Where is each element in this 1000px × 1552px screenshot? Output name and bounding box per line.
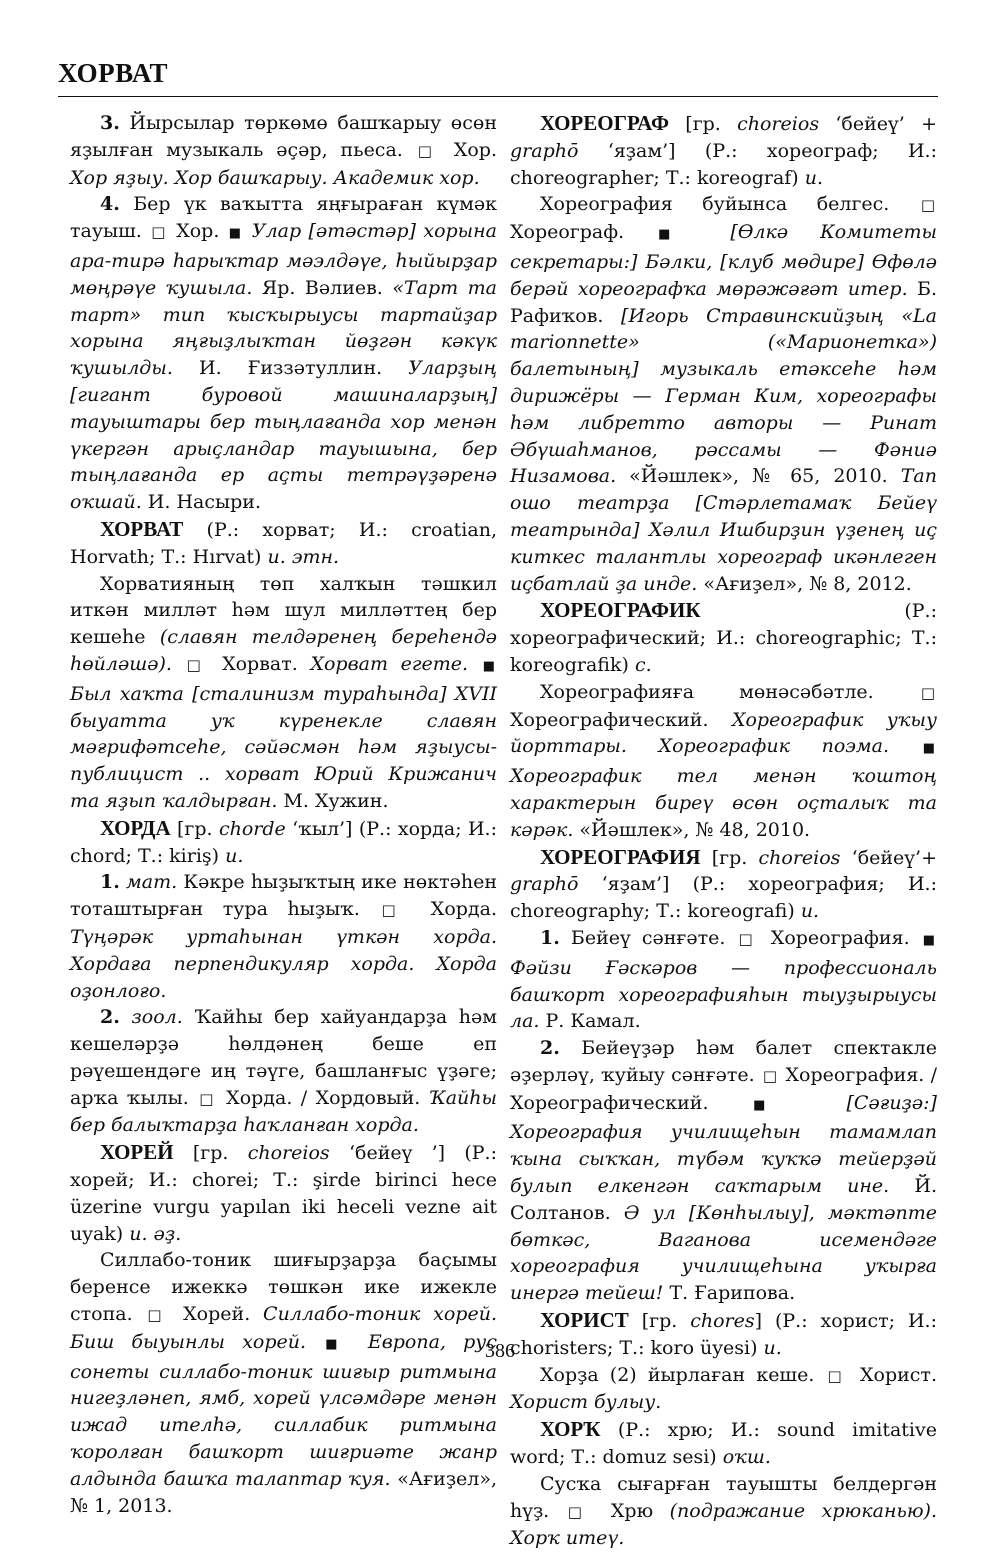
entry-paragraph bbox=[510, 925, 937, 1035]
sense-number: 3. bbox=[100, 112, 120, 134]
text-run: И. Насыри. bbox=[141, 491, 261, 514]
text-run: Хорҙа (2) йырлаған кеше. bbox=[540, 1363, 826, 1386]
entry-paragraph bbox=[70, 869, 497, 1004]
headword: ХОРИСТ bbox=[540, 1308, 629, 1333]
entry-paragraph bbox=[70, 815, 497, 870]
text-run: Хорватияның төп халҡын тәшкил иткән милләт һәм шул милләттең бер кешеһе bbox=[70, 572, 497, 649]
italic-text-run: (подражание хрюканью). Хорҡ итеү. bbox=[510, 1499, 937, 1550]
italic-text-run: choreios bbox=[758, 846, 841, 869]
filled-square-icon: ■ bbox=[753, 1097, 802, 1113]
open-square-icon: □ bbox=[827, 1366, 847, 1385]
italic-text-run: choreios bbox=[247, 1142, 330, 1165]
text-run: Бер үк ваҡытта яңғыраған күмәк тауыш. bbox=[70, 193, 497, 243]
italic-text-run: [Игорь Стравинскийҙың «La marionnette» («Марионетка») балетының] музыкаль етәксеһе һәм дирижёры — Герман Ким, хореографы һәм либретто авторы — Ринат Әбүшаһманов, рәссамы — Фәниә Низамова. bbox=[510, 304, 937, 488]
open-square-icon: □ bbox=[151, 223, 167, 242]
italic-text-run: Ә ул [Көнһылыу], мәктәпте бөткәс, Ваганова исемендәге хореография училищеһына уҡырға инергә тейеш! bbox=[510, 1201, 937, 1305]
italic-text-run: [Сәғиҙә:] Хореография училищеһын тамамлап ҡына сыҡҡан, түбәм ҡуҡҡә тейерҙәй булып елкенгән саҡтарым ине. bbox=[510, 1091, 937, 1198]
text-run: Хорист. bbox=[848, 1363, 937, 1386]
text-run: «Йәшлек», № 48, 2010. bbox=[573, 818, 811, 841]
italic-text-run: Түңәрәк уртаһынан үткән хорда. Хордаға перпендикуляр хорда. Хорда оҙонлоғо. bbox=[70, 925, 497, 1002]
text-run: И. Ғиззәтуллин. bbox=[172, 357, 409, 380]
text-run: М. Хужин. bbox=[277, 789, 389, 812]
text-run: Йырсылар төркөмө башҡарыу өсөн яҙылған музыкаль әҫәр, пьеса. bbox=[70, 112, 497, 161]
entry-paragraph bbox=[510, 110, 937, 191]
entry-paragraph bbox=[510, 1416, 937, 1471]
italic-text-run: с. bbox=[634, 653, 652, 676]
headword: ХОРЕОГРАФИК bbox=[540, 598, 701, 623]
italic-text-run: [Өлкә Комитеты секретары:] Бәлки, [клуб мөдире] Өфөлә берәй хореографҡа мөрәжәғәт итер. bbox=[510, 221, 937, 300]
italic-text-run: и. bbox=[225, 844, 244, 867]
open-square-icon: □ bbox=[920, 683, 935, 702]
text-run: Хореографияға мөнәсәбәтле. bbox=[540, 680, 919, 703]
open-square-icon: □ bbox=[762, 1066, 778, 1085]
text-run: Хорда. bbox=[411, 898, 498, 921]
italic-text-run: Хорист булыу. bbox=[510, 1391, 662, 1414]
entry-paragraph bbox=[510, 1362, 937, 1417]
text-run: [гр. bbox=[700, 846, 759, 869]
open-square-icon: □ bbox=[567, 1502, 593, 1521]
text-run: (Р.: хрю; И.: sound imitative word; Т.: domuz sesi) bbox=[510, 1419, 937, 1469]
text-run: ‘бейеү’+ bbox=[840, 846, 937, 869]
page-number: 386 bbox=[485, 1340, 515, 1362]
italic-text-run: Ҡайһы бер балыҡтарҙа һаҡланған хорда. bbox=[70, 1086, 497, 1137]
text-run: Бейеүҙәр һәм балет спектакле әҙерләү, ҡуйыу сәнғәте. bbox=[510, 1037, 937, 1086]
text-run: Т. Ғарипова. bbox=[663, 1282, 796, 1305]
italic-text-run: и. әҙ. bbox=[129, 1222, 182, 1245]
sense-number: 2. bbox=[100, 1006, 120, 1029]
text-run: «Ағиҙел», № 1, 2013. bbox=[70, 1467, 497, 1517]
open-square-icon: □ bbox=[738, 929, 758, 948]
filled-square-icon: ■ bbox=[325, 1336, 349, 1352]
page-header-title: ХОРВАТ bbox=[58, 58, 169, 88]
entry-paragraph bbox=[510, 191, 937, 597]
filled-square-icon: ■ bbox=[658, 227, 697, 243]
filled-square-icon: ■ bbox=[482, 658, 495, 674]
italic-text-run: Хор яҙыу. Хор башҡарыу. Академик хор. bbox=[70, 166, 480, 189]
text-run: Яр. Вәлиев. bbox=[252, 276, 393, 299]
filled-square-icon: ■ bbox=[922, 741, 936, 757]
text-run: (Р.: хорват; И.: croatian, Horvath; Т.: Hırvat) bbox=[70, 518, 497, 568]
italic-text-run: Был хаҡта [сталинизм тураһында] XVII быуатта уҡ күренекле славян мәғрифәтсеһе, сәйәсмән һәм яҙыусы-публицист .. хорват Юрий Крижанич та яҙып ҡалдырған. bbox=[70, 682, 497, 812]
text-run: ‘бейеү’ + bbox=[819, 113, 937, 135]
italic-text-run: и. bbox=[800, 900, 820, 923]
text-run: Б. Рафиҡов. bbox=[510, 277, 938, 327]
italic-text-run: и. bbox=[763, 1336, 782, 1359]
text-run: Хор. bbox=[440, 138, 497, 161]
open-square-icon: □ bbox=[920, 196, 935, 215]
italic-text-run: Улар [әтәстәр] хорына ара-тирә һарыҡтар мәэлдәүе, һыйырҙар мөңрәүе ҡушыла. bbox=[70, 220, 497, 299]
entry-paragraph bbox=[70, 1139, 497, 1247]
text-run: [гр. bbox=[173, 1142, 248, 1165]
italic-text-run: chores bbox=[690, 1310, 755, 1333]
italic-text-run: Хореографик уҡыу йорттары. Хореографик поэма. bbox=[510, 708, 937, 758]
headword: ХОРВАТ bbox=[100, 516, 184, 541]
text-run: ] (Р.: хорист; И.: choristers; Т.: koro üyesi) bbox=[510, 1310, 938, 1359]
sense-number: 2. bbox=[540, 1037, 560, 1060]
text-run: Хор. bbox=[168, 220, 227, 243]
entry-paragraph bbox=[510, 597, 937, 678]
headword: ХОРЕОГРАФИЯ bbox=[540, 844, 701, 869]
text-run bbox=[468, 653, 481, 675]
text-run: Хрю bbox=[594, 1499, 670, 1522]
text-run bbox=[172, 653, 185, 675]
entry-paragraph bbox=[70, 571, 497, 815]
entry-paragraph bbox=[510, 844, 937, 925]
open-square-icon: □ bbox=[417, 141, 439, 160]
text-run: [гр. bbox=[668, 113, 738, 135]
text-run: Хореография буйынса белгес. bbox=[540, 193, 919, 216]
italic-text-run: мат. bbox=[126, 871, 178, 894]
italic-text-run: graphō bbox=[510, 139, 579, 162]
sense-number: 1. bbox=[540, 926, 560, 949]
italic-text-run: graphō bbox=[510, 873, 579, 896]
entry-paragraph bbox=[70, 1247, 497, 1519]
entry-paragraph bbox=[510, 679, 937, 844]
text-run: Р. Камал. bbox=[539, 1010, 641, 1033]
text-run: Силлабо-тоник шиғырҙарҙа баҫымы беренсе ижеккә төшкән ике ижекле стопа. bbox=[70, 1249, 497, 1326]
italic-text-run: оҡш. bbox=[722, 1446, 771, 1469]
text-run: (Р.: хореографический; И.: choreographic; Т.: koreografik) bbox=[510, 600, 937, 676]
open-square-icon: □ bbox=[381, 901, 410, 920]
open-square-icon: □ bbox=[199, 1089, 216, 1108]
open-square-icon: □ bbox=[186, 655, 208, 674]
text-run: Хореография. bbox=[759, 926, 921, 949]
text-run: Ҡайһы бер хайуандарҙа һәм кешеләрҙә һөлдәнең беше еп рәүешендәге иң тәүге, башланғыс үҙәге; арҡа ҡылы. bbox=[70, 1006, 497, 1109]
left-column bbox=[70, 110, 497, 1519]
italic-text-run: Уларҙың [гигант буровой машиналарҙың] тауыштары бер тыңлағанда хор менән үкергән арыҫландар тауышына, бер тыңлағанда ер аҫты тетрәүҙәренә оҡшай. bbox=[70, 357, 497, 514]
italic-text-run: и. этн. bbox=[267, 545, 340, 568]
italic-text-run: Фәйзи Ғәскәров — профессиональ башҡорт хореографияһын тыуҙырыусы ла. bbox=[510, 956, 937, 1033]
headword: ХОРЕЙ bbox=[100, 1140, 174, 1165]
text-run: Хорда. / Хордовый. bbox=[217, 1086, 429, 1109]
text-run: Кәкре һыҙыҡтың ике нөктәһен тоташтырған тура һыҙыҡ. bbox=[70, 871, 497, 921]
filled-square-icon: ■ bbox=[922, 932, 935, 948]
entry-paragraph bbox=[510, 1471, 937, 1552]
text-run: ‘бейеү ’] (Р.: хорей; И.: chorei; Т.: şirde birinci hece üzerine vurgu yapılan iki heceli vezne ait uyak) bbox=[70, 1142, 498, 1245]
text-run: «Ағиҙел», № 8, 2012. bbox=[697, 572, 912, 595]
text-run: Хорват. bbox=[209, 652, 311, 675]
text-run: [гр. bbox=[170, 817, 219, 840]
text-run: ‘ҡыл’] (Р.: хорда; И.: chord; Т.: kiriş) bbox=[70, 817, 497, 867]
text-run: ‘яҙам’] (Р.: хореограф; И.: choreographer; Т.: koreograf) bbox=[510, 139, 937, 189]
entry-paragraph bbox=[70, 191, 497, 516]
text-run: Й. Солтанов. bbox=[510, 1175, 937, 1224]
entry-paragraph bbox=[510, 1035, 937, 1307]
right-column bbox=[510, 110, 937, 1552]
text-run: Бейеү сәнғәте. bbox=[559, 926, 737, 949]
text-run: Хореографический. bbox=[510, 708, 732, 731]
text-run: Сусҡа сығарған тауышты белдергән һүҙ. bbox=[510, 1472, 937, 1522]
italic-text-run: (славян телдәренең береһендә һөйләшә). bbox=[70, 626, 497, 675]
text-run: Хореограф. bbox=[510, 221, 657, 244]
entry-paragraph bbox=[70, 1004, 497, 1139]
italic-text-run: Тап ошо театрҙа [Стәрлетамаҡ Бейеү театрында] Хәлил Ишбирҙин үҙенең иҫ киткес талантлы хореограф икәнлеген иҫбатлай ҙа инде. bbox=[510, 465, 937, 595]
entry-paragraph bbox=[70, 516, 497, 571]
headword: ХОРЕОГРАФ bbox=[540, 111, 669, 135]
text-run bbox=[120, 1006, 132, 1028]
italic-text-run: Хорват егете. bbox=[310, 652, 469, 675]
text-run bbox=[889, 735, 921, 757]
headword: ХОРДА bbox=[100, 815, 171, 840]
italic-text-run: choreios bbox=[737, 113, 820, 135]
filled-square-icon: ■ bbox=[228, 226, 243, 242]
sense-number: 1. bbox=[100, 871, 120, 894]
header-rule bbox=[58, 96, 938, 97]
italic-text-run: зоол. bbox=[131, 1006, 183, 1029]
text-run: Хорей. bbox=[170, 1303, 264, 1326]
italic-text-run: Хореографик тел менән ҡоштоң характерын биреү өсөн оҫталыҡ та кәрәк. bbox=[510, 765, 937, 841]
text-run: Хореография. / Хореографический. bbox=[510, 1063, 937, 1114]
sense-number: 4. bbox=[100, 193, 120, 216]
text-run: «Йәшлек», № 65, 2010. bbox=[616, 465, 901, 488]
entry-paragraph bbox=[70, 110, 497, 191]
headword: ХОРҠ bbox=[540, 1417, 601, 1442]
italic-text-run: Европа, рус сонеты силлабо-тоник шиғыр ритмына нигеҙләнеп, ямб, хорей үлсәмдәре менән ижад ителһә, силлабик ритмына ҡоролған башҡорт шиғриәте жанр алдында башҡа талаптар ҡуя. bbox=[70, 1330, 497, 1490]
text-run: ‘яҙам’] (Р.: хореография; И.: choreography; Т.: koreografi) bbox=[510, 873, 937, 923]
italic-text-run: и. bbox=[804, 166, 824, 189]
italic-text-run: Силлабо-тоник хорей. Биш быуынлы хорей. bbox=[70, 1303, 497, 1353]
open-square-icon: □ bbox=[147, 1306, 169, 1325]
italic-text-run: «Тарт та тарт» тип ҡысҡырыусы тартайҙар хорына яңғыҙлыҡтан йөҙгән кәкүк ҡушылды. bbox=[70, 276, 497, 380]
text-run: [гр. bbox=[628, 1310, 691, 1333]
italic-text-run: chorde bbox=[218, 817, 286, 840]
